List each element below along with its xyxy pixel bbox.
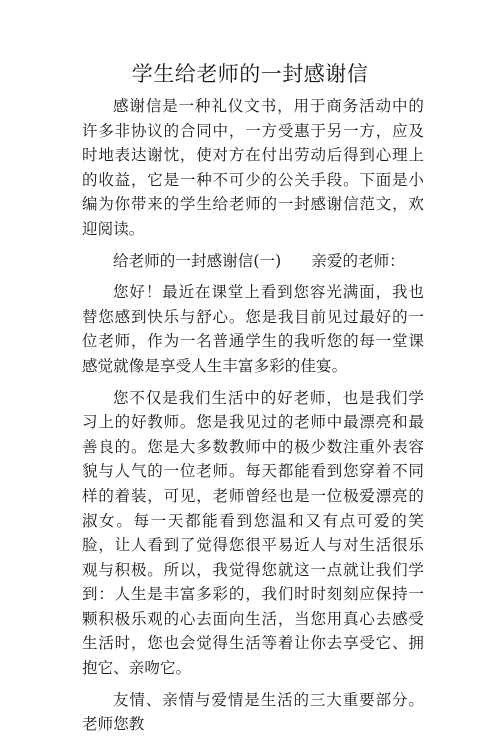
letter-heading-line	[82, 249, 424, 274]
letter-paragraph-greeting: 您好！最近在课堂上看到您容光满面，我也替您感到快乐与舒心。您是我目前见过最好的一位老师，作为一名普通学生的我听您的每一堂课感觉就像是享受人生丰富多彩的佳宴。	[82, 283, 424, 375]
letter-paragraph-praise: 您不仅是我们生活中的好老师，也是我们学习上的好教师。您是我见过的老师中最漂亮和最善良的。您是大多数教师中的极少数注重外表容貌与人气的一位老师。每天都能看到您穿着不同样的着装，可见，老师曾经也是一位极爱漂亮的淑女。每一天都能看到您温和又有点可爱的笑脸，让人看到了觉得您很平易近人与对生活很乐观与积极。所以，我觉得您就这一点就让我们学到：人生是丰富多彩的，我们时时刻刻应保持一颗积极乐观的心去面向生活，当您用真心去感受生活时，您也会觉得生活等着让你去享受它、拥抱它、亲吻它。	[82, 388, 424, 678]
letter-salutation: 亲爱的老师：	[311, 251, 405, 270]
letter-subheading: 给老师的一封感谢信(一)	[113, 251, 282, 270]
intro-paragraph: 感谢信是一种礼仪文书，用于商务活动中的许多非协议的合同中，一方受惠于另一方，应及时地表达谢忱，使对方在付出劳动后得到心理上的收益，它是一种不可少的公关手段。下面是小编为你带来的学生给老师的一封感谢信范文，欢迎阅读。	[82, 97, 424, 238]
document-body	[82, 94, 424, 744]
letter-paragraph-friendship: 友情、亲情与爱情是生活的三大重要部分。老师您教	[82, 690, 424, 734]
document-title: 学生给老师的一封感谢信	[131, 62, 369, 86]
